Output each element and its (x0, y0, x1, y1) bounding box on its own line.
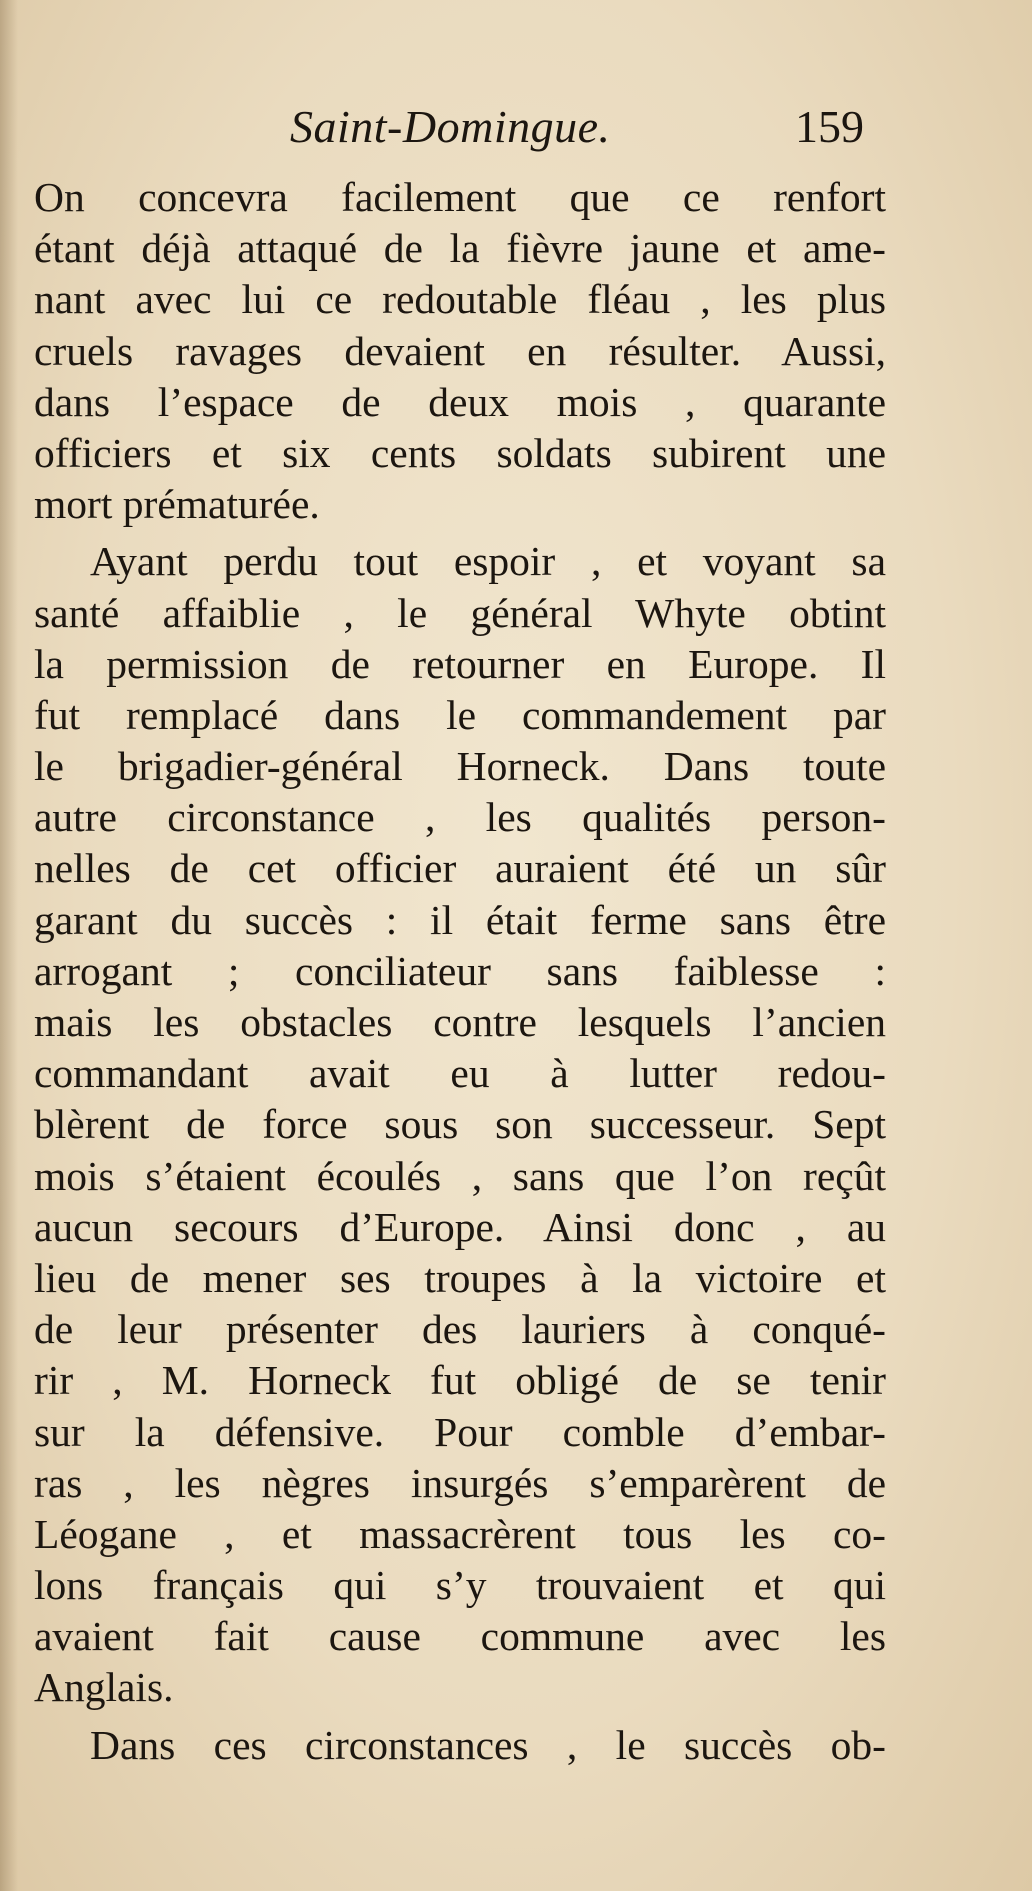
text-line: arrogant ; conciliateur sans faiblesse : (34, 947, 886, 994)
text-line: fut remplacé dans le commandement par (34, 691, 886, 738)
text-line: ras , les nègres insurgés s’emparèrent de (34, 1459, 886, 1506)
text-line: lieu de mener ses troupes à la victoire et (34, 1254, 886, 1301)
text-line: mort prématurée. (34, 481, 320, 528)
text-line: cruels ravages devaient en résulter. Aussi, (34, 327, 886, 374)
text-line: dans l’espace de deux mois , quarante (34, 378, 886, 425)
text-line: On concevra facilement que ce renfort (34, 174, 886, 220)
text-line: nant avec lui ce redoutable fléau , les plus (34, 276, 886, 323)
text-line: sur la défensive. Pour comble d’embar- (34, 1408, 886, 1455)
paragraph-1 (34, 172, 886, 530)
running-title: Saint-Domingue. (290, 101, 611, 152)
text-line: de leur présenter des lauriers à conqué- (34, 1306, 886, 1353)
text-line: nelles de cet officier auraient été un sûr (34, 845, 886, 892)
text-line: garant du succès : il était ferme sans être (34, 896, 886, 943)
paragraph-2 (34, 536, 886, 1713)
text-line: autre circonstance , les qualités person- (34, 794, 886, 841)
text-line: Anglais. (34, 1664, 174, 1711)
text-line: rir , M. Horneck fut obligé de se tenir (34, 1357, 886, 1404)
text-line: la permission de retourner en Europe. Il (34, 640, 886, 687)
body-text (34, 172, 886, 1771)
text-line: le brigadier-général Horneck. Dans toute (34, 743, 886, 790)
text-line: lons français qui s’y trouvaient et qui (34, 1562, 886, 1609)
text-line: Léogane , et massacrèrent tous les co- (34, 1510, 886, 1557)
text-line: mois s’étaient écoulés , sans que l’on reçût (34, 1152, 886, 1199)
text-line: avaient fait cause commune avec les (34, 1613, 886, 1660)
text-line: blèrent de force sous son successeur. Sept (34, 1101, 886, 1148)
text-line: commandant avait eu à lutter redou- (34, 1050, 886, 1097)
text-line: Dans ces circonstances , le succès ob- (90, 1721, 886, 1768)
text-line: Ayant perdu tout espoir , et voyant sa (90, 538, 886, 585)
text-line: officiers et six cents soldats subirent une (34, 429, 886, 476)
page-number: 159 (795, 101, 864, 152)
text-line: santé affaiblie , le général Whyte obtint (34, 589, 886, 636)
page-header (0, 92, 1032, 162)
text-line: mais les obstacles contre lesquels l’ancien (34, 999, 886, 1045)
text-line: aucun secours d’Europe. Ainsi donc , au (34, 1203, 886, 1250)
text-line: étant déjà attaqué de la fièvre jaune et ame- (34, 225, 886, 272)
paragraph-3 (34, 1720, 886, 1771)
